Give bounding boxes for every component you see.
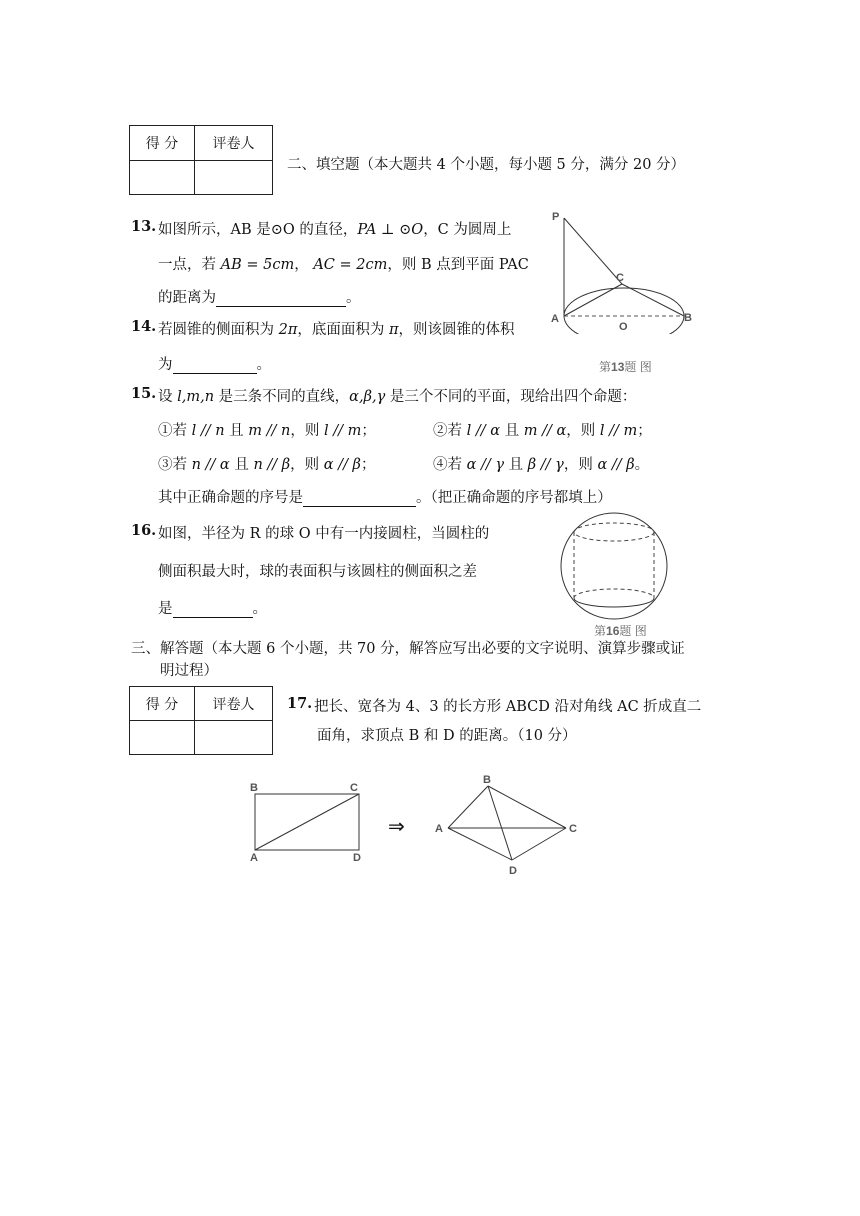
q13-text: ，则 B 点到平面 PAC [387, 257, 529, 273]
q16-line2: 侧面积最大时，球的表面积与该圆柱的侧面积之差 [158, 564, 477, 580]
fig17-rect-label-c: C [350, 782, 358, 794]
fig13-label-b: B [684, 312, 692, 324]
fig13-label-a: A [551, 313, 559, 325]
q16-text: 是 [158, 601, 173, 617]
q15-math: l // m [323, 423, 362, 439]
q15-text: ，则 [290, 423, 324, 439]
q15-text: ①若 [158, 423, 192, 439]
score-input-cell[interactable] [130, 721, 195, 755]
score-header: 得 分 [130, 126, 195, 161]
q14-text: ，则该圆锥的体积 [398, 322, 515, 338]
q15-text: ； [637, 423, 652, 439]
q16-line1: 如图，半径为 R 的球 O 中有一内接圆柱，当圆柱的 [158, 526, 490, 542]
q13-line3 [158, 286, 361, 307]
fig16-caption-post: 题 图 [619, 624, 647, 638]
q15-math: l // α [466, 423, 501, 439]
q15-math: m // n [248, 423, 291, 439]
q15-math: m // α [523, 423, 567, 439]
grader-input-cell[interactable] [195, 161, 273, 195]
fig17-edge-dc [512, 828, 566, 860]
q13-text: 。 [346, 290, 361, 306]
q13-text: 如图所示，AB 是⊙O 的直径， [158, 222, 358, 238]
q14-text: 若圆锥的侧面积为 [158, 322, 279, 338]
q15-text: 且 [229, 457, 254, 473]
q15-text: ，则 [563, 457, 598, 473]
q15-text: 是三条不同的直线， [214, 389, 350, 405]
q13-text: 的距离为 [158, 290, 216, 306]
grader-header: 评卷人 [195, 687, 273, 721]
q15-answer-blank[interactable] [303, 490, 416, 507]
fig17-fold-label-b: B [483, 774, 491, 786]
q15-text: ； [360, 457, 376, 473]
section3-title-line2: 明过程） [160, 663, 218, 679]
q15-math: n // β [253, 457, 291, 473]
q15-text: ，则 [566, 423, 600, 439]
q14-line1 [158, 318, 515, 339]
q14-answer-blank[interactable] [173, 357, 257, 374]
q13-math-perp: PA ⊥ ⊙O [357, 222, 424, 238]
q15-line4 [158, 486, 612, 507]
q13-math-ac: AC = 2cm [313, 257, 388, 273]
q13-text: ，C 为圆周上 [423, 222, 512, 238]
section3-title-line1: 三、解答题（本大题 6 个小题，共 70 分，解答应写出必要的文字说明、演算步骤或证 [131, 641, 685, 657]
fig17-diagonal-ac [255, 794, 359, 850]
fig17-rect-label-b: B [250, 782, 258, 794]
q15-math: l // m [599, 423, 638, 439]
q14-text: 。 [256, 357, 271, 373]
q15-text: 设 [158, 389, 178, 405]
q16-line3 [158, 597, 267, 618]
fig13-label-o: O [619, 321, 628, 333]
q15-text: 且 [500, 423, 524, 439]
fig17-edge-ad [448, 828, 512, 860]
q14-line2 [158, 353, 271, 374]
q14-math-pi: π [388, 322, 399, 338]
q15-text: 且 [504, 457, 528, 473]
figure-13 [548, 206, 698, 334]
figure-17-folded [432, 772, 582, 880]
q15-text: 。 [634, 457, 650, 473]
fig13-label-c: C [616, 272, 624, 284]
q16-number: 16. [131, 522, 157, 539]
fig13-caption [599, 358, 652, 375]
q13-text: 一点，若 [158, 257, 221, 273]
q13-line1 [158, 218, 511, 239]
q15-text: 其中正确命题的序号是 [158, 490, 303, 506]
grader-header: 评卷人 [195, 126, 273, 161]
fig17-edge-ab [448, 786, 488, 828]
fig17-fold-label-c: C [569, 823, 577, 835]
q13-math-ab: AB = 5cm [220, 257, 295, 273]
q17-line1: 把长、宽各为 4、3 的长方形 ABCD 沿对角线 AC 折成直二 [314, 699, 702, 715]
fig13-caption-pre: 第 [599, 360, 612, 374]
q14-text: 为 [158, 357, 173, 373]
fig17-fold-label-d: D [509, 865, 517, 877]
fig13-line-pc [564, 218, 622, 284]
fig17-rect-label-a: A [250, 852, 258, 864]
fig13-caption-post: 题 图 [624, 360, 652, 374]
q15-proposition-1 [158, 419, 376, 440]
q13-number: 13. [131, 218, 157, 235]
q15-line1 [158, 385, 636, 406]
figure-17-rectangle [245, 780, 375, 866]
q16-answer-blank[interactable] [173, 601, 253, 618]
q15-text: ，则 [290, 457, 324, 473]
q14-math-2pi: 2π [278, 322, 298, 338]
q13-text: ， [294, 257, 314, 273]
q15-text: ②若 [433, 423, 467, 439]
score-input-cell[interactable] [130, 161, 195, 195]
score-table-1 [129, 125, 273, 195]
q15-proposition-2 [433, 419, 652, 440]
q17-number: 17. [287, 695, 313, 712]
fig13-label-p: P [552, 211, 560, 223]
q15-math-lines: l,m,n [177, 389, 215, 405]
q15-math: β // γ [527, 457, 564, 473]
q14-text: ，底面面积为 [297, 322, 389, 338]
q15-math: α // β [597, 457, 635, 473]
fig16-sphere [561, 513, 667, 619]
fig16-bottom-ellipse-back [574, 589, 654, 598]
q14-number: 14. [131, 318, 157, 335]
fold-arrow: ⇒ [388, 814, 405, 838]
q15-proposition-4 [433, 453, 649, 474]
fig13-line-cb [622, 284, 684, 316]
q15-text: 且 [224, 423, 249, 439]
q15-text: ④若 [433, 457, 467, 473]
q13-answer-blank[interactable] [216, 290, 346, 307]
q17-line2: 面角，求顶点 B 和 D 的距离。（10 分） [317, 728, 577, 744]
q15-math: l // n [191, 423, 225, 439]
score-table-2 [129, 686, 273, 755]
q15-proposition-3 [158, 453, 375, 474]
q13-line2 [158, 253, 529, 274]
fig16-caption-pre: 第 [594, 624, 607, 638]
q15-math: α // β [323, 457, 361, 473]
fig17-rect-label-d: D [353, 852, 361, 864]
q16-text: 。 [252, 601, 267, 617]
q15-math: n // α [191, 457, 230, 473]
q15-text: ③若 [158, 457, 192, 473]
q15-number: 15. [131, 385, 157, 402]
q15-text: 是三个不同的平面，现给出四个命题： [385, 389, 637, 405]
q15-math: α // γ [466, 457, 505, 473]
figure-16 [556, 508, 676, 626]
fig16-caption-num: 16 [606, 624, 620, 638]
grader-input-cell[interactable] [195, 721, 273, 755]
q15-text: ； [361, 423, 376, 439]
q15-math-planes: α,β,γ [349, 389, 386, 405]
q15-text: 。（把正确命题的序号都填上） [416, 490, 612, 506]
section2-title: 二、填空题（本大题共 4 个小题，每小题 5 分，满分 20 分） [287, 157, 686, 173]
fig16-top-ellipse-back [574, 523, 654, 541]
fig13-caption-num: 13 [611, 360, 625, 374]
fig13-line-ac [564, 284, 622, 316]
fig17-fold-label-a: A [435, 823, 443, 835]
score-header: 得 分 [130, 687, 195, 721]
fig16-bottom-ellipse-front [574, 598, 654, 607]
